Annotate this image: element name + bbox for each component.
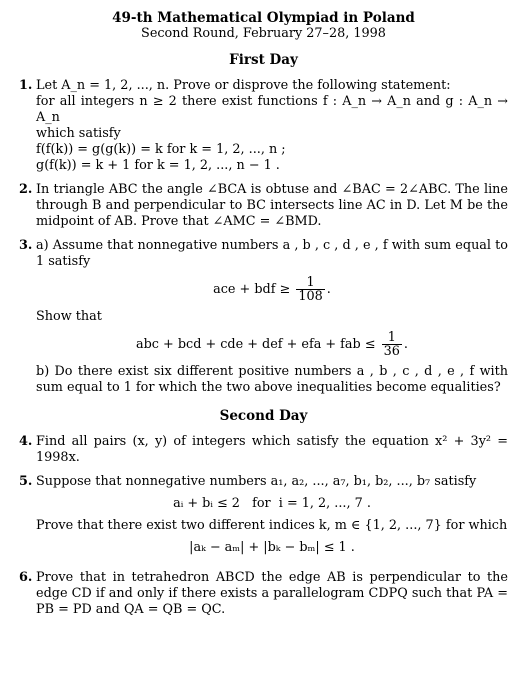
show-that: Show that [36, 309, 102, 324]
problem-line: which satisfy [36, 126, 121, 141]
inequality-2: abc + bcd + cde + def + efa + fab ≤ $\frac{1}{36}$ . [135, 330, 408, 359]
document-subtitle: Second Round, February 27–28, 1998 [141, 26, 386, 41]
denominator: 108 [298, 289, 323, 304]
problem-6 [19, 570, 508, 618]
fraction [296, 276, 324, 303]
document-title: 49-th Mathematical Olympiad in Poland [112, 10, 415, 26]
problem-number: 6. [19, 570, 33, 585]
problem-number: 4. [19, 434, 33, 449]
numerator: 1 [382, 331, 402, 345]
problem-number: 1. [19, 78, 33, 93]
inequality-left: ace + bdf ≥ [213, 282, 291, 297]
problem-body [36, 474, 508, 562]
inequality-1: ace + bdf ≥ $\frac{1}{108}$ . [213, 275, 331, 304]
problem-3 [19, 238, 508, 396]
problem-line: g(f(k)) = k + 1 for k = 1, 2, ..., n − 1 . [36, 158, 280, 173]
problem-number: 3. [19, 238, 33, 253]
problem-line: for all integers n ≥ 2 there exist functions f : A_n → A_n and g : A_n → A_n [36, 94, 508, 125]
display-equation-2: |aₖ − aₘ| + |bₖ − bₘ| ≤ 1 . [189, 540, 355, 555]
part-a-intro: a) Assume that nonnegative numbers a , b , c , d , e , f with sum equal to 1 satisfy [36, 238, 508, 269]
display-equation-1: aᵢ + bᵢ ≤ 2 for i = 1, 2, ..., 7 . [173, 496, 371, 511]
inequality-left: abc + bcd + cde + def + efa + fab ≤ [135, 337, 376, 352]
problem-2 [19, 182, 508, 230]
problem-1 [19, 78, 508, 174]
problem-number: 5. [19, 474, 33, 489]
problem-number: 2. [19, 182, 33, 197]
numerator: 1 [296, 276, 324, 290]
fraction [382, 331, 402, 358]
problem-text: Find all pairs (x, y) of integers which satisfy the equation x² + 3y² = 1998x. [36, 434, 508, 465]
problem-4 [19, 434, 508, 466]
problem-middle: Prove that there exist two different indices k, m ∈ {1, 2, ..., 7} for which [36, 518, 508, 533]
problem-intro: Suppose that nonnegative numbers a₁, a₂, ..., a₇, b₁, b₂, ..., b₇ satisfy [36, 474, 477, 489]
problem-body [36, 238, 508, 396]
problem-text: In triangle ABC the angle ∠BCA is obtuse and ∠BAC = 2∠ABC. The line through B and perpendicular to BC intersects line AC in D. Let M be the midpoint of AB. Prove that ∠AMC = ∠BMD. [36, 182, 508, 229]
problem-5 [19, 474, 508, 562]
problem-line: Let A_n = 1, 2, ..., n. Prove or disprove the following statement: [36, 78, 451, 93]
denominator: 36 [383, 344, 400, 359]
part-b: b) Do there exist six different positive numbers a , b , c , d , e , f with sum equal to 1 for which the two above inequalities become equalities? [36, 364, 508, 395]
day-heading-second: Second Day [219, 408, 308, 424]
problem-line: f(f(k)) = g(g(k)) = k for k = 1, 2, ..., n ; [36, 142, 286, 157]
problem-text: Prove that in tetrahedron ABCD the edge AB is perpendicular to the edge CD if and only if there exists a parallelogram CDPQ such that PA = PB = PD and QA = QB = QC. [36, 570, 508, 617]
problem-body [36, 78, 508, 174]
day-heading-first: First Day [229, 52, 298, 68]
